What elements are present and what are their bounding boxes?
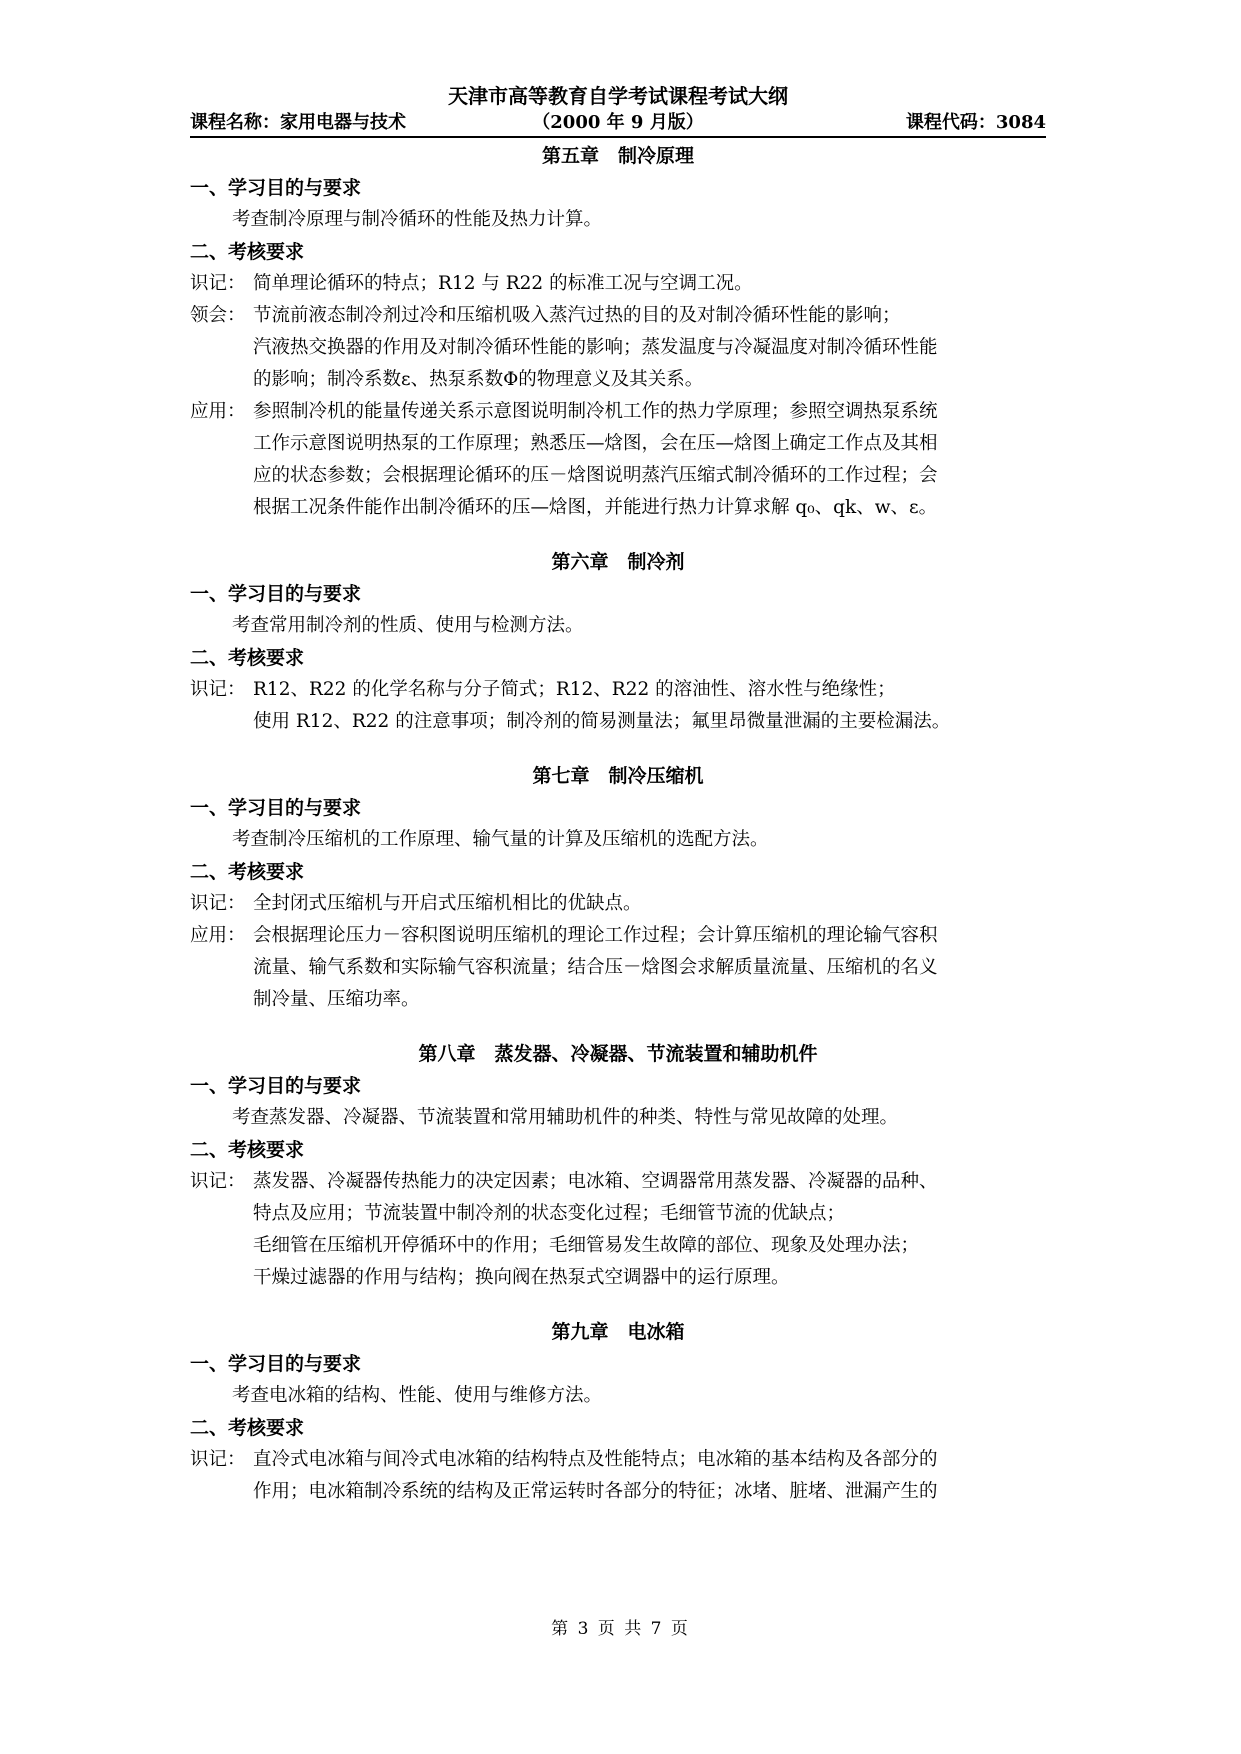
item-text: 直冷式电冰箱与间冷式电冰箱的结构特点及性能特点；电冰箱的基本结构及各部分的	[253, 1449, 938, 1470]
paragraph: 考查电冰箱的结构、性能、使用与维修方法。	[232, 1385, 603, 1406]
paragraph: 考查制冷压缩机的工作原理、输气量的计算及压缩机的选配方法。	[232, 829, 769, 850]
paragraph: 考查常用制冷剂的性质、使用与检测方法。	[232, 615, 584, 636]
item-continuation: 毛细管在压缩机开停循环中的作用；毛细管易发生故障的部位、现象及处理办法；	[253, 1235, 920, 1256]
section-heading: 二、考核要求	[190, 647, 305, 669]
item-text: 会根据理论压力－容积图说明压缩机的理论工作过程；会计算压缩机的理论输气容积	[253, 925, 938, 946]
section-heading: 一、学习目的与要求	[190, 583, 362, 605]
item-label: 应用：	[190, 925, 246, 946]
item-text: 参照制冷机的能量传递关系示意图说明制冷机工作的热力学原理；参照空调热泵系统	[253, 401, 938, 422]
list-item	[190, 674, 1046, 706]
item-continuation: 根据工况条件能作出制冷循环的压—焓图，并能进行热力计算求解 q₀、qk、w、ε。	[253, 497, 938, 518]
list-item	[190, 1166, 1046, 1198]
section-heading: 二、考核要求	[190, 861, 305, 883]
list-item	[190, 1444, 1046, 1476]
item-continuation: 作用；电冰箱制冷系统的结构及正常运转时各部分的特征；冰堵、脏堵、泄漏产生的	[253, 1481, 938, 1502]
chapter-7-title: 第七章 制冷压缩机	[532, 765, 704, 787]
item-text: R12、R22 的化学名称与分子简式；R12、R22 的溶油性、溶水性与绝缘性；	[253, 679, 896, 700]
item-continuation: 工作示意图说明热泵的工作原理；熟悉压—焓图，会在压—焓图上确定工作点及其相	[253, 433, 938, 454]
chapter-8-title: 第八章 蒸发器、冷凝器、节流装置和辅助机件	[418, 1043, 818, 1065]
list-item	[190, 920, 1046, 952]
list-item	[190, 396, 1046, 428]
item-continuation: 使用 R12、R22 的注意事项；制冷剂的简易测量法；氟里昂微量泄漏的主要检漏法。	[253, 711, 951, 732]
list-item	[190, 268, 1046, 300]
section-heading: 一、学习目的与要求	[190, 797, 362, 819]
course-name: 课程名称：家用电器与技术	[190, 112, 406, 133]
edition: （2000 年 9 月版）	[532, 112, 704, 133]
section-heading: 一、学习目的与要求	[190, 177, 362, 199]
chapter-5-title: 第五章 制冷原理	[541, 145, 694, 167]
section-heading: 二、考核要求	[190, 241, 305, 263]
item-continuation: 流量、输气系数和实际输气容积流量；结合压－焓图会求解质量流量、压缩机的名义	[253, 957, 938, 978]
item-continuation: 的影响；制冷系数ε、热泵系数Φ的物理意义及其关系。	[253, 369, 704, 390]
document-title: 天津市高等教育自学考试课程考试大纲	[448, 84, 788, 108]
item-text: 简单理论循环的特点；R12 与 R22 的标准工况与空调工况。	[253, 273, 753, 294]
course-code: 课程代码：3084	[905, 112, 1046, 133]
item-label: 识记：	[190, 893, 246, 914]
item-continuation: 干燥过滤器的作用与结构；换向阀在热泵式空调器中的运行原理。	[253, 1267, 790, 1288]
item-continuation: 应的状态参数；会根据理论循环的压－焓图说明蒸汽压缩式制冷循环的工作过程；会	[253, 465, 938, 486]
course-header	[190, 110, 1046, 138]
chapter-9-title: 第九章 电冰箱	[551, 1321, 685, 1343]
chapter-6-title: 第六章 制冷剂	[551, 551, 685, 573]
item-continuation: 特点及应用；节流装置中制冷剂的状态变化过程；毛细管节流的优缺点；	[253, 1203, 846, 1224]
page-number: 第 3 页 共 7 页	[551, 1619, 690, 1639]
item-text: 节流前液态制冷剂过冷和压缩机吸入蒸汽过热的目的及对制冷循环性能的影响；	[253, 305, 901, 326]
section-heading: 二、考核要求	[190, 1139, 305, 1161]
item-label: 应用：	[190, 401, 246, 422]
section-heading: 一、学习目的与要求	[190, 1353, 362, 1375]
item-label: 识记：	[190, 1171, 246, 1192]
item-text: 全封闭式压缩机与开启式压缩机相比的优缺点。	[253, 893, 642, 914]
item-label: 识记：	[190, 679, 246, 700]
paragraph: 考查制冷原理与制冷循环的性能及热力计算。	[232, 209, 603, 230]
list-item	[190, 888, 1046, 920]
item-label: 识记：	[190, 273, 246, 294]
paragraph: 考查蒸发器、冷凝器、节流装置和常用辅助机件的种类、特性与常见故障的处理。	[232, 1107, 899, 1128]
list-item	[190, 300, 1046, 332]
item-text: 蒸发器、冷凝器传热能力的决定因素；电冰箱、空调器常用蒸发器、冷凝器的品种、	[253, 1171, 938, 1192]
item-label: 领会：	[190, 305, 246, 326]
section-heading: 二、考核要求	[190, 1417, 305, 1439]
section-heading: 一、学习目的与要求	[190, 1075, 362, 1097]
document-page	[190, 82, 1046, 1508]
item-continuation: 制冷量、压缩功率。	[253, 989, 420, 1010]
item-continuation: 汽液热交换器的作用及对制冷循环性能的影响；蒸发温度与冷凝温度对制冷循环性能	[253, 337, 938, 358]
item-label: 识记：	[190, 1449, 246, 1470]
